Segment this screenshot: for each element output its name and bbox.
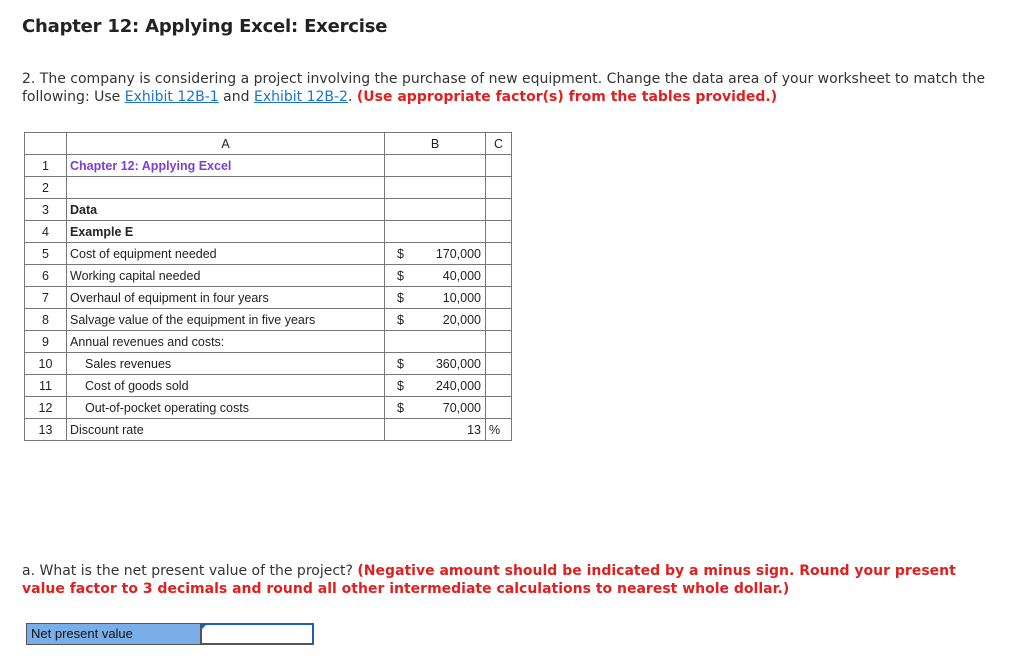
question-instruction: (Use appropriate factor(s) from the tables provided.) — [356, 89, 778, 105]
dollar-sign: $ — [397, 312, 404, 327]
npv-answer-row — [26, 623, 314, 645]
sheet-row — [25, 265, 512, 287]
cell-a[interactable] — [67, 177, 385, 199]
cell-b[interactable] — [385, 199, 486, 221]
cell-b[interactable] — [385, 353, 486, 375]
row-number: 6 — [25, 265, 67, 287]
cell-a-text: Cost of equipment needed — [70, 246, 217, 261]
cell-a-text: Discount rate — [70, 422, 144, 437]
cell-a[interactable] — [67, 155, 385, 177]
cell-b-value: 170,000 — [435, 246, 481, 261]
dollar-sign: $ — [397, 268, 404, 283]
sheet-row — [25, 353, 512, 375]
corner-cell — [25, 133, 67, 155]
sheet-row — [25, 287, 512, 309]
cell-b-value: 20,000 — [442, 312, 481, 327]
cell-a[interactable] — [67, 353, 385, 375]
column-header-row — [25, 133, 512, 155]
row-number: 10 — [25, 353, 67, 375]
sheet-row — [25, 309, 512, 331]
sheet-row — [25, 221, 512, 243]
question-period: . — [347, 89, 357, 105]
cell-a[interactable] — [67, 243, 385, 265]
cell-a-text: Data — [70, 202, 98, 217]
cell-a[interactable] — [67, 397, 385, 419]
cell-a-text: Chapter 12: Applying Excel — [70, 158, 232, 173]
npv-input[interactable] — [201, 624, 313, 644]
row-number: 8 — [25, 309, 67, 331]
sheet-row — [25, 375, 512, 397]
part-a-text: a. What is the net present value of the project? — [22, 563, 358, 579]
sheet-row — [25, 243, 512, 265]
cell-c[interactable] — [486, 265, 512, 287]
cell-a[interactable] — [67, 331, 385, 353]
page-title: Chapter 12: Applying Excel: Exercise — [22, 16, 388, 37]
cell-c[interactable] — [486, 353, 512, 375]
row-number: 12 — [25, 397, 67, 419]
cell-b-value: 10,000 — [442, 290, 481, 305]
cell-c[interactable] — [486, 199, 512, 221]
dollar-sign: $ — [397, 356, 404, 371]
cell-b[interactable] — [385, 243, 486, 265]
cell-b[interactable] — [385, 309, 486, 331]
input-corner-marker-icon — [201, 624, 207, 630]
cell-a[interactable] — [67, 265, 385, 287]
question-text — [22, 70, 1002, 106]
exhibit-12b-1-link[interactable]: Exhibit 12B-1 — [124, 89, 219, 105]
cell-a-text: Out-of-pocket operating costs — [85, 400, 249, 415]
row-number: 3 — [25, 199, 67, 221]
dollar-sign: $ — [397, 246, 404, 261]
column-header-c: C — [486, 133, 512, 155]
part-a-question — [22, 562, 1002, 598]
cell-a[interactable] — [67, 287, 385, 309]
column-header-b: B — [385, 133, 486, 155]
npv-label: Net present value — [27, 624, 201, 644]
row-number: 2 — [25, 177, 67, 199]
sheet-row — [25, 331, 512, 353]
cell-a[interactable] — [67, 221, 385, 243]
cell-b-value: 40,000 — [442, 268, 481, 283]
cell-b[interactable] — [385, 221, 486, 243]
cell-b[interactable] — [385, 331, 486, 353]
column-header-a: A — [67, 133, 385, 155]
cell-a[interactable] — [67, 375, 385, 397]
sheet-row — [25, 155, 512, 177]
dollar-sign: $ — [397, 290, 404, 305]
cell-c[interactable] — [486, 287, 512, 309]
row-number: 4 — [25, 221, 67, 243]
row-number: 7 — [25, 287, 67, 309]
row-number: 1 — [25, 155, 67, 177]
exhibit-12b-2-link[interactable]: Exhibit 12B-2 — [253, 89, 348, 105]
cell-c[interactable] — [486, 155, 512, 177]
row-number: 13 — [25, 419, 67, 441]
sheet-row — [25, 199, 512, 221]
cell-b-value: 360,000 — [435, 356, 481, 371]
row-number: 9 — [25, 331, 67, 353]
cell-b[interactable] — [385, 155, 486, 177]
cell-a[interactable] — [67, 309, 385, 331]
row-number: 11 — [25, 375, 67, 397]
cell-b[interactable] — [385, 265, 486, 287]
cell-b[interactable] — [385, 397, 486, 419]
cell-a-text: Sales revenues — [85, 356, 172, 371]
sheet-row — [25, 177, 512, 199]
cell-b[interactable] — [385, 419, 486, 441]
cell-a[interactable] — [67, 199, 385, 221]
cell-b[interactable] — [385, 287, 486, 309]
cell-b[interactable] — [385, 375, 486, 397]
cell-c[interactable] — [486, 243, 512, 265]
cell-c[interactable] — [486, 309, 512, 331]
part-a-instruction: (Negative amount should be indicated by a minus sign. Round your present value factor to 3 decimals and round all other intermediate calculations to nearest whole dollar.) — [22, 563, 956, 597]
cell-a-text: Example E — [70, 224, 134, 239]
cell-b-value: 70,000 — [442, 400, 481, 415]
cell-c[interactable] — [486, 375, 512, 397]
worksheet-table — [24, 132, 512, 441]
cell-a-text: Overhaul of equipment in four years — [70, 290, 269, 305]
question-and: and — [218, 89, 254, 105]
cell-c[interactable]: % — [486, 419, 512, 441]
cell-c[interactable] — [486, 397, 512, 419]
cell-a-text: Salvage value of the equipment in five years — [70, 312, 316, 327]
question-intro: 2. The company is considering a project involving the purchase of new equipment. Change the data area of your worksheet to match the following: Use — [22, 71, 986, 105]
sheet-row — [25, 419, 512, 441]
sheet-row — [25, 397, 512, 419]
cell-a[interactable] — [67, 419, 385, 441]
cell-a-text: Cost of goods sold — [85, 378, 189, 393]
cell-a-text: Working capital needed — [70, 268, 201, 283]
cell-a-text: Annual revenues and costs: — [70, 334, 225, 349]
cell-c[interactable] — [486, 177, 512, 199]
dollar-sign: $ — [397, 378, 404, 393]
dollar-sign: $ — [397, 400, 404, 415]
cell-b[interactable] — [385, 177, 486, 199]
cell-b-value: 13 — [467, 422, 481, 437]
cell-b-value: 240,000 — [435, 378, 481, 393]
cell-c[interactable] — [486, 331, 512, 353]
cell-c[interactable] — [486, 221, 512, 243]
row-number: 5 — [25, 243, 67, 265]
